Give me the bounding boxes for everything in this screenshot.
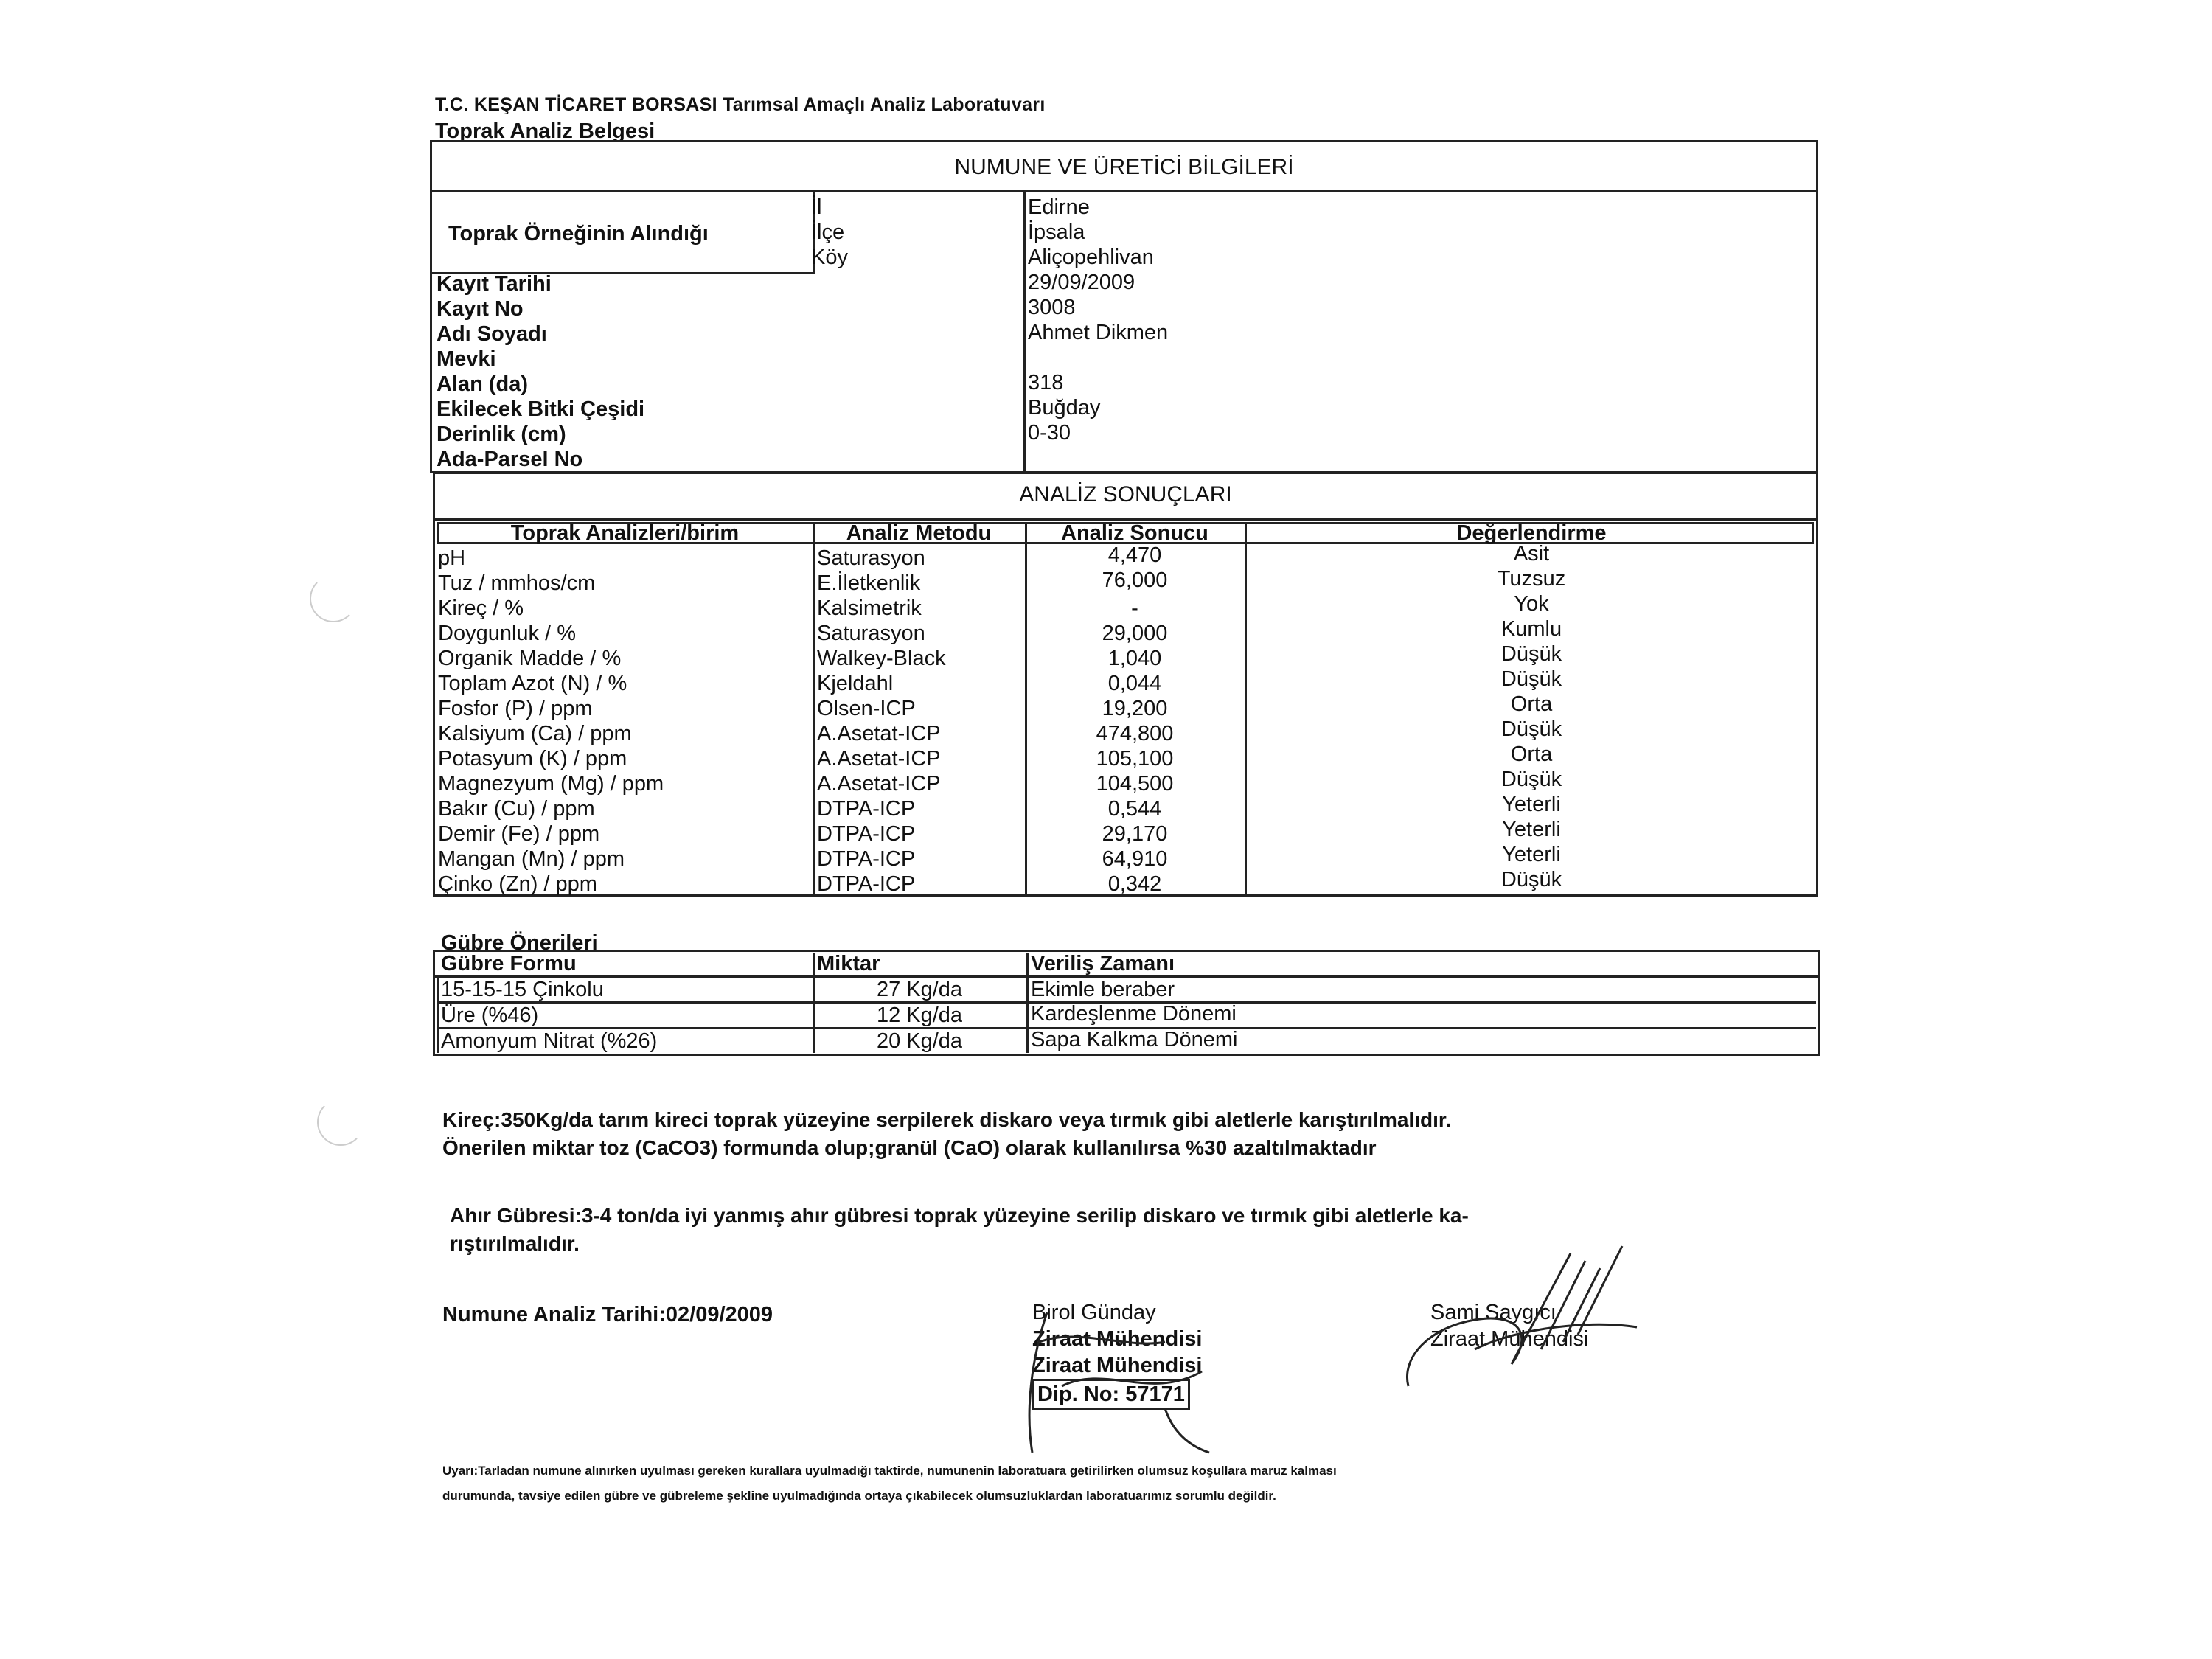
analysis-row-evaluation: Yok — [1514, 592, 1549, 616]
analysis-row-result: 0,342 — [1107, 872, 1162, 896]
location-value-ilce: İpsala — [1028, 220, 1085, 244]
analysis-row-evaluation: Orta — [1510, 742, 1553, 766]
analysis-row-result: 76,000 — [1102, 568, 1168, 592]
analysis-row-name: Potasyum (K) / ppm — [438, 747, 627, 771]
punch-hole-mark — [310, 575, 357, 622]
fertilizer-amount: 20 Kg/da — [876, 1029, 963, 1053]
location-label-koy: Köy — [811, 246, 848, 269]
field-label-mevki: Mevki — [437, 347, 496, 371]
field-label-alan: Alan (da) — [437, 372, 529, 396]
analysis-row-result: 0,044 — [1107, 672, 1162, 695]
analysis-row-name: Tuz / mmhos/cm — [438, 571, 596, 595]
field-label-kayit-tarihi: Kayıt Tarihi — [437, 272, 552, 296]
signer-2-title: Ziraat Mühendisi — [1430, 1327, 1589, 1351]
sample-value-divider — [1023, 190, 1026, 473]
fertilizer-amount: 27 Kg/da — [876, 978, 963, 1001]
warning-line-1: Uyarı:Tarladan numune alınırken uyulması gereken kurallara uyulmadığı taktirde, numunenin laboratuara getirilirken olumsuz koşullara maruz kalması — [442, 1464, 1337, 1478]
analysis-row-name: Bakır (Cu) / ppm — [438, 797, 595, 821]
location-label-il: İl — [811, 195, 822, 219]
location-value-il: Edirne — [1028, 195, 1090, 219]
analysis-row-result: - — [1131, 597, 1138, 620]
fertilizer-form: 15-15-15 Çinkolu — [441, 978, 604, 1001]
analysis-row-name: Mangan (Mn) / ppm — [438, 847, 625, 871]
fertilizer-col-header-amount: Miktar — [817, 952, 880, 975]
analysis-row-method: DTPA-ICP — [817, 872, 916, 896]
analysis-row-name: Toplam Azot (N) / % — [438, 672, 627, 695]
analysis-row-evaluation: Asit — [1513, 542, 1550, 566]
analysis-row-method: E.İletkenlik — [817, 571, 921, 595]
analysis-row-name: Doygunluk / % — [438, 622, 576, 645]
analysis-row-name: Kalsiyum (Ca) / ppm — [438, 722, 632, 745]
analysis-row-method: DTPA-ICP — [817, 847, 916, 871]
analysis-row-result: 29,170 — [1102, 822, 1168, 846]
signer-1-registration: Dip. No: 57171 — [1032, 1379, 1190, 1410]
analysis-results-title: ANALİZ SONUÇLARI — [1019, 482, 1232, 507]
fertilizer-time: Kardeşlenme Dönemi — [1031, 1002, 1237, 1026]
analysis-row-method: A.Asetat-ICP — [817, 772, 941, 796]
signer-1-name: Birol Günday — [1032, 1301, 1156, 1324]
field-value-adi-soyadi: Ahmet Dikmen — [1028, 321, 1169, 344]
fertilizer-col-divider-2 — [1026, 953, 1029, 1053]
analysis-row-method: A.Asetat-ICP — [817, 747, 941, 771]
fertilizer-time: Ekimle beraber — [1031, 978, 1175, 1001]
fertilizer-col-header-time: Veriliş Zamanı — [1031, 952, 1175, 975]
manure-note-line-1: Ahır Gübresi:3-4 ton/da iyi yanmış ahır gübresi toprak yüzeyine serilip diskaro ve tırmık gibi aletlerle ka- — [450, 1204, 1469, 1227]
analysis-row-method: Walkey-Black — [817, 647, 946, 670]
signer-1-title: Ziraat Mühendisi — [1032, 1327, 1203, 1351]
analysis-row-result: 4,470 — [1107, 543, 1162, 567]
analysis-row-evaluation: Yeterli — [1502, 793, 1561, 816]
analysis-row-evaluation: Düşük — [1500, 642, 1562, 666]
analysis-row-evaluation: Yeterli — [1502, 843, 1561, 866]
field-value-kayit-no: 3008 — [1028, 296, 1076, 319]
fertilizer-amount: 12 Kg/da — [876, 1004, 963, 1027]
analysis-row-method: A.Asetat-ICP — [817, 722, 941, 745]
analysis-row-method: Saturasyon — [817, 622, 925, 645]
field-label-adi-soyadi: Adı Soyadı — [437, 322, 547, 346]
field-value-derinlik: 0-30 — [1028, 421, 1071, 445]
laboratory-name: Tarımsal Amaçlı Analiz Laboratuvarı — [717, 94, 1046, 115]
fertilizer-time: Sapa Kalkma Dönemi — [1031, 1028, 1238, 1051]
analysis-row-evaluation: Yeterli — [1502, 818, 1561, 841]
analysis-row-method: Olsen-ICP — [817, 697, 916, 720]
location-label: Toprak Örneğinin Alındığı — [448, 222, 709, 246]
field-label-derinlik: Derinlik (cm) — [437, 422, 566, 446]
analysis-row-method: Saturasyon — [817, 546, 925, 570]
analysis-row-result: 474,800 — [1096, 722, 1174, 745]
analysis-row-result: 29,000 — [1102, 622, 1168, 645]
analysis-col-header-name: Toprak Analizleri/birim — [510, 521, 740, 545]
analysis-row-name: Çinko (Zn) / ppm — [438, 872, 597, 896]
fertilizer-section-title: Gübre Önerileri — [441, 931, 598, 955]
analysis-row-evaluation: Düşük — [1500, 667, 1562, 691]
analysis-row-method: DTPA-ICP — [817, 822, 916, 846]
fertilizer-col-header-form: Gübre Formu — [441, 952, 577, 975]
analysis-date: Numune Analiz Tarihi:02/09/2009 — [442, 1303, 773, 1326]
analysis-row-name: pH — [438, 546, 466, 570]
signer-2-signature — [1386, 1239, 1666, 1401]
analysis-row-result: 0,544 — [1107, 797, 1162, 821]
analysis-row-evaluation: Orta — [1510, 692, 1553, 716]
analysis-row-evaluation: Kumlu — [1500, 617, 1562, 641]
sample-info-title: NUMUNE VE ÜRETİCİ BİLGİLERİ — [954, 155, 1294, 179]
analysis-col-header-result: Analiz Sonucu — [1061, 521, 1208, 545]
field-value-bitki: Buğday — [1028, 396, 1101, 420]
analysis-row-result: 19,200 — [1102, 697, 1168, 720]
analysis-row-name: Fosfor (P) / ppm — [438, 697, 593, 720]
document-title: Toprak Analiz Belgesi — [435, 119, 655, 143]
field-value-kayit-tarihi: 29/09/2009 — [1028, 271, 1135, 294]
warning-line-2: durumunda, tavsiye edilen gübre ve gübreleme şekline uyulmadığında ortaya çıkabilecek olumsuzluklardan laboratuarımız sorumlu değildir. — [442, 1489, 1276, 1503]
field-value-alan: 318 — [1028, 371, 1064, 394]
fertilizer-inner-left — [437, 975, 439, 1053]
analysis-row-result: 1,040 — [1107, 647, 1162, 670]
signer-1-signature — [1018, 1298, 1239, 1460]
punch-hole-mark — [317, 1099, 364, 1146]
warning-note — [442, 1458, 1829, 1509]
analysis-row-result: 105,100 — [1096, 747, 1174, 771]
analysis-row-result: 104,500 — [1096, 772, 1174, 796]
analysis-row-evaluation: Düşük — [1500, 768, 1562, 791]
institution-header — [435, 94, 1046, 116]
analysis-row-evaluation: Tuzsuz — [1497, 567, 1566, 591]
lime-note — [442, 1106, 1814, 1162]
fertilizer-form: Üre (%46) — [441, 1004, 539, 1027]
lime-note-line-2: Önerilen miktar toz (CaCO3) formunda olup;granül (CaO) olarak kullanılırsa %30 azaltılmaktadır — [442, 1136, 1377, 1159]
lime-note-line-1: Kireç:350Kg/da tarım kireci toprak yüzeyine serpilerek diskaro veya tırmık gibi aletlerle karıştırılmalıdır. — [442, 1108, 1451, 1131]
analysis-row-method: Kalsimetrik — [817, 597, 922, 620]
analysis-row-name: Kireç / % — [438, 597, 524, 620]
analysis-row-evaluation: Düşük — [1500, 868, 1562, 891]
manure-note-line-2: rıştırılmalıdır. — [450, 1232, 580, 1255]
signer-1-stamp-title: Ziraat Mühendisi — [1032, 1354, 1203, 1377]
location-label-ilce: İlçe — [811, 220, 845, 244]
analysis-row-name: Organik Madde / % — [438, 647, 622, 670]
analysis-row-name: Demir (Fe) / ppm — [438, 822, 600, 846]
analysis-col-divider-1 — [813, 522, 815, 897]
location-value-koy: Aliçopehlivan — [1028, 246, 1154, 269]
institution-name: T.C. KEŞAN TİCARET BORSASI — [435, 94, 717, 115]
signer-2-name: Sami Saygıcı — [1430, 1301, 1557, 1324]
analysis-row-evaluation: Düşük — [1500, 717, 1562, 741]
field-label-ada-parsel: Ada-Parsel No — [437, 448, 583, 471]
field-label-bitki: Ekilecek Bitki Çeşidi — [437, 397, 645, 421]
field-label-kayit-no: Kayıt No — [437, 297, 524, 321]
analysis-row-result: 64,910 — [1102, 847, 1168, 871]
analysis-row-method: DTPA-ICP — [817, 797, 916, 821]
analysis-row-name: Magnezyum (Mg) / ppm — [438, 772, 664, 796]
analysis-col-header-evaluation: Değerlendirme — [1456, 521, 1607, 545]
analysis-row-method: Kjeldahl — [817, 672, 894, 695]
fertilizer-form: Amonyum Nitrat (%26) — [441, 1029, 658, 1053]
analysis-col-header-method: Analiz Metodu — [846, 521, 992, 545]
